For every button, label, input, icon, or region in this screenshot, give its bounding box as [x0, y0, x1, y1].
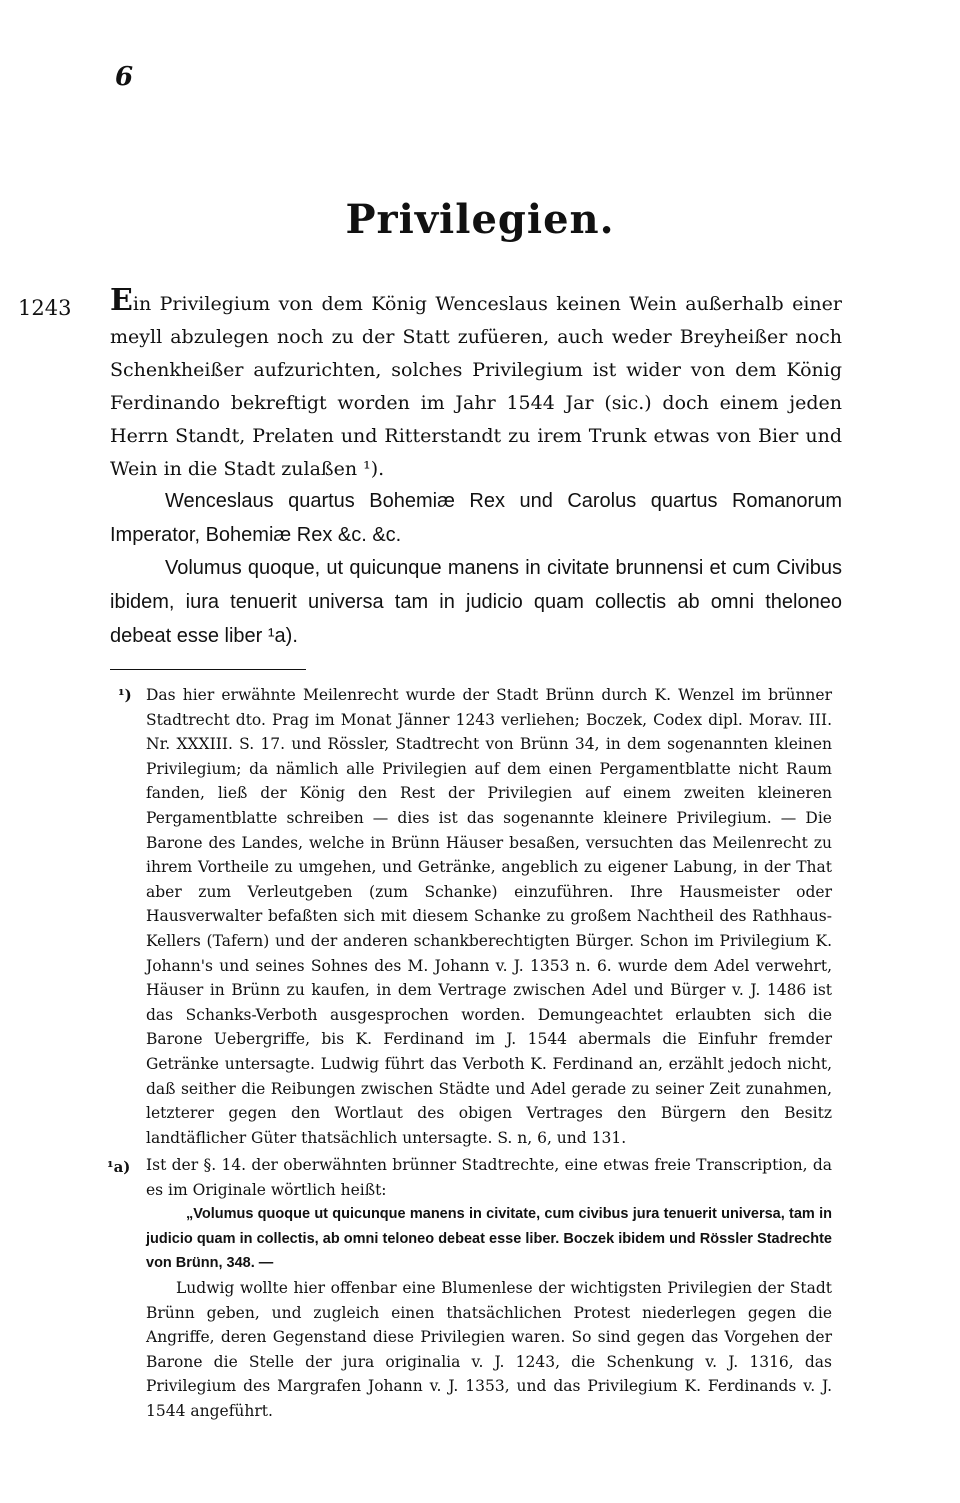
footnote-separator — [110, 669, 306, 670]
page-heading: Privilegien. — [345, 196, 615, 243]
footnote-1a-marker: ¹a) — [107, 1158, 131, 1176]
german-paragraph — [110, 283, 842, 486]
page-number: 6 — [115, 62, 134, 92]
footnote-quote: „Volumus quoque ut quicunque manens in civitate, cum civibus jura tenuerit universa, tam in judicio quam in collectis, ab omni teloneo debeat esse liber. Boczek ibidem und Rössler Stadrechte von Brünn, 348. — — [146, 1206, 832, 1272]
footnote-1: Das hier erwähnte Meilenrecht wurde der Stadt Brünn durch K. Wenzel im brünner Stadtrecht dto. Prag im Monat Jänner 1243 verliehen; Boczek, Codex dipl. Morav. III. Nr. XXXIII. S. 17. und Rössler, Stadtrecht von Brünn 34, in dem sogenannten kleinen Privilegium; da nämlich alle Privilegien auf dem einen Pergamentblatte nicht Raum fanden, ließ der König den Rest der Privilegien auf einem zweiten kleineren Pergamentblatte schreiben — dies ist das sogenannte kleinere Privilegium. — Die Barone des Landes, welche in Brünn Häuser besaßen, versuchten das Meilenrecht zu ihrem Vortheile zu umgehen, und Getränke, angeblich zu eigener Labung, in der That aber zum Verleutgeben (zum Schanke) einzuführen. Ihre Hausmeister oder Hausverwalter befaßten sich mit diesem Schanke zu großem Nachtheil des Rathhaus-Kellers (Tafern) und der anderen schankberechtigten Bürger. Schon im Privilegium K. Johann's und seines Sohnes des M. Johann v. J. 1353 n. 6. wurde dem Adel verwehrt, Häuser in Brünn zu kaufen, in dem Vertrage zwischen Adel und Bürger v. J. 1486 ist das Schanks-Verboth ausgesprochen worden. Demungeachtet erlaubten sich die Barone Uebergriffe, bis K. Ferdinand im J. 1544 abermals die Einfuhr fremder Getränke untersagte. Ludwig führt das Verboth K. Ferdinand an, erzählt jedoch nicht, daß seither die Reibungen zwischen Städte und Adel gerade zu seiner Zeit zunahmen, letzterer gegen den Wortlaut des obigen Vertrages den Bürgern den Besitz landtäflicher Güter thatsächlich untersagte. S. n, 6, und 131. — [146, 686, 832, 1147]
drop-cap: E — [110, 283, 133, 318]
latin-paragraph: Volumus quoque, ut quicunque manens in civitate brunnensi et cum Civibus ibidem, iura tenuerit universa tam in judicio quam collectis ab omni theloneo debeat esse liber ¹a). — [110, 557, 842, 647]
footnote-1-marker: ¹) — [118, 686, 132, 704]
german-text: in Privilegium von dem König Wenceslaus keinen Wein außerhalb einer meyll abzulegen noch zu der Statt zufüeren, auch weder Breyheißer noch Schenkheißer aufzurichten, solches Privilegium ist wider von dem König Ferdinando bekreftigt worden im Jahr 1544 Jar (sic.) doch einem jeden Herrn Standt, Prelaten und Ritterstandt zu irem Trunk etwas von Bier und Wein in die Stadt zulaßen ¹). — [110, 293, 842, 480]
footnote-continuation: Ludwig wollte hier offenbar eine Blumenlese der wichtigsten Privilegien der Stadt Brünn geben, und zugleich einen thatsächlichen Protest niederlegen gegen die Angriffe, deren Gegenstand diese Privilegien waren. So sind gegen das Vorgehen der Barone die Stelle der jura originalia v. J. 1243, die Schenkung v. J. 1316, das Privilegium des Margrafen Johann v. J. 1353, und das Privilegium K. Ferdinands v. J. 1544 angeführt. — [146, 1279, 832, 1420]
latin-heading: Wenceslaus quartus Bohemiæ Rex und Carolus quartus Romanorum Imperator, Bohemiæ Rex &c. &c. — [110, 490, 842, 546]
margin-year: 1243 — [18, 296, 72, 320]
footnote-1a: Ist der §. 14. der oberwähnten brünner Stadtrechte, eine etwas freie Transcription, da es im Originale wörtlich heißt: — [146, 1156, 832, 1199]
